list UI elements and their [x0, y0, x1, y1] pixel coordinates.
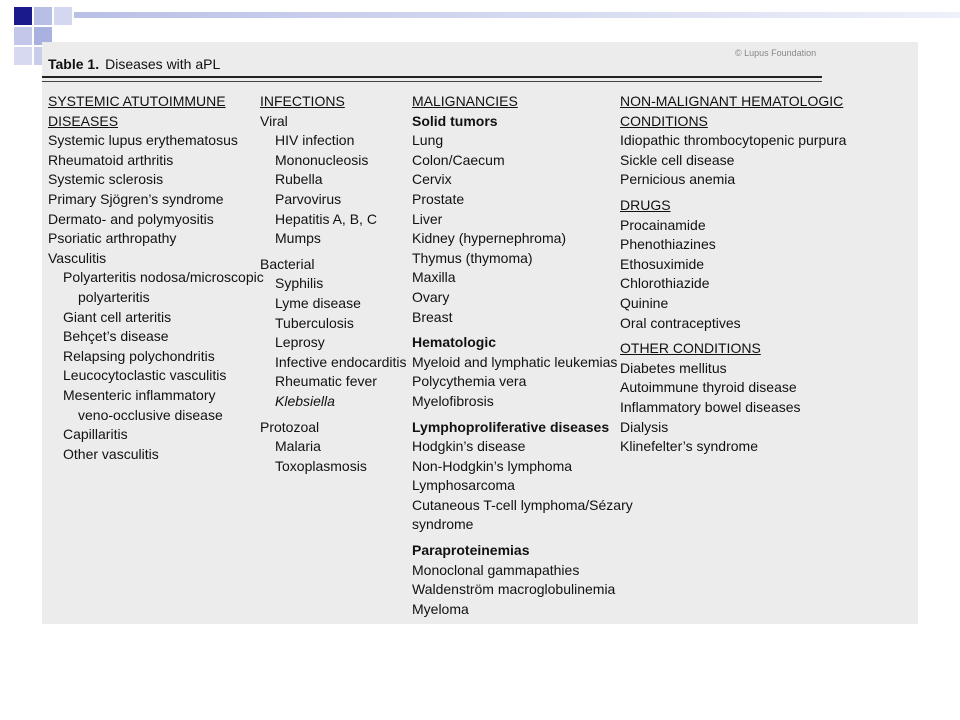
- disease-item: polyarteritis: [78, 288, 150, 305]
- disease-item: Ethosuximide: [620, 255, 705, 272]
- disease-item: veno-occlusive disease: [78, 406, 223, 423]
- column-other: [620, 92, 846, 457]
- disease-item: Polycythemia vera: [412, 373, 527, 390]
- column-malignancies: [412, 92, 633, 619]
- disease-item: Lymphosarcoma: [412, 477, 515, 494]
- slide-decoration-square: [54, 7, 72, 25]
- disease-item: Systemic lupus erythematosus: [48, 132, 238, 149]
- section-heading: CONDITIONS: [620, 112, 708, 129]
- disease-item: Myeloma: [412, 600, 469, 617]
- disease-item: Waldenström macroglobulinemia: [412, 581, 616, 598]
- disease-item: Idiopathic thrombocytopenic purpura: [620, 132, 847, 149]
- disease-item: Liver: [412, 210, 443, 227]
- disease-item: Protozoal: [260, 418, 320, 435]
- disease-item: Malaria: [275, 438, 321, 455]
- table-title: [48, 56, 220, 72]
- disease-item: Leprosy: [275, 334, 325, 351]
- slide-decoration-square: [14, 47, 32, 65]
- disease-item: Klebsiella: [275, 392, 335, 409]
- disease-item: Hodgkin’s disease: [412, 438, 526, 455]
- scanned-page: [42, 42, 918, 624]
- disease-item: Tuberculosis: [275, 314, 354, 331]
- disease-item: Pernicious anemia: [620, 171, 736, 188]
- subsection-heading: Hematologic: [412, 334, 497, 351]
- disease-item: Rubella: [275, 171, 323, 188]
- disease-item: Thymus (thymoma): [412, 249, 533, 266]
- disease-item: Leucocytoclastic vasculitis: [63, 367, 227, 384]
- disease-item: Infective endocarditis: [275, 353, 407, 370]
- disease-item: Cutaneous T-cell lymphoma/Sézary: [412, 496, 633, 513]
- disease-item: Autoimmune thyroid disease: [620, 379, 797, 396]
- disease-item: Relapsing polychondritis: [63, 347, 215, 364]
- disease-item: HIV infection: [275, 132, 355, 149]
- section-heading: DISEASES: [48, 112, 119, 129]
- disease-item: Prostate: [412, 190, 465, 207]
- slide-header-rule: [74, 12, 960, 18]
- disease-item: Dialysis: [620, 418, 669, 435]
- disease-item: Parvovirus: [275, 190, 342, 207]
- column-infections: [260, 92, 407, 476]
- slide-decoration-square: [14, 7, 32, 25]
- disease-item: Non-Hodgkin’s lymphoma: [412, 457, 573, 474]
- disease-item: Toxoplasmosis: [275, 457, 367, 474]
- page-header-note: © Lupus Foundation: [735, 48, 817, 58]
- disease-item: Syphilis: [275, 275, 324, 292]
- disease-item: Rheumatoid arthritis: [48, 151, 174, 168]
- subsection-heading: Paraproteinemias: [412, 542, 530, 559]
- table-label: Table 1.: [48, 56, 100, 72]
- disease-item: Cervix: [412, 171, 452, 188]
- column-autoimmune: [48, 92, 264, 464]
- disease-item: Oral contraceptives: [620, 314, 741, 331]
- slide-decoration-square: [14, 27, 32, 45]
- disease-item: Capillaritis: [63, 426, 128, 443]
- disease-item: Psoriatic arthropathy: [48, 230, 177, 247]
- disease-item: Sickle cell disease: [620, 151, 735, 168]
- disease-item: Myeloid and lymphatic leukemias: [412, 353, 618, 370]
- disease-item: Myelofibrosis: [412, 392, 494, 409]
- disease-item: Mumps: [275, 230, 321, 247]
- section-heading: INFECTIONS: [260, 93, 345, 109]
- disease-item: Klinefelter’s syndrome: [620, 438, 758, 455]
- disease-item: Viral: [260, 112, 288, 129]
- section-heading: NON-MALIGNANT HEMATOLOGIC: [620, 93, 844, 109]
- subsection-heading: Lymphoproliferative diseases: [412, 418, 610, 435]
- disease-item: Diabetes mellitus: [620, 359, 727, 376]
- disease-item: Polyarteritis nodosa/microscopic: [63, 269, 264, 286]
- table-rule-bottom: [42, 81, 822, 82]
- disease-item: Behçet’s disease: [63, 328, 169, 345]
- disease-item: Other vasculitis: [63, 445, 159, 462]
- disease-item: Maxilla: [412, 269, 456, 286]
- disease-item: Systemic sclerosis: [48, 171, 164, 188]
- disease-item: Phenothiazines: [620, 236, 716, 253]
- disease-item: Primary Sjögren’s syndrome: [48, 190, 224, 207]
- disease-item: Inflammatory bowel diseases: [620, 398, 801, 415]
- disease-item: Vasculitis: [48, 249, 107, 266]
- disease-item: syndrome: [412, 516, 474, 533]
- disease-item: Lyme disease: [275, 294, 361, 311]
- disease-item: Giant cell arteritis: [63, 308, 172, 325]
- disease-item: Kidney (hypernephroma): [412, 230, 567, 247]
- disease-item: Hepatitis A, B, C: [275, 210, 377, 227]
- disease-item: Rheumatic fever: [275, 373, 377, 390]
- disease-item: Bacterial: [260, 255, 315, 272]
- table-rule-top: [42, 76, 822, 78]
- disease-item: Mesenteric inflammatory: [63, 386, 216, 403]
- section-heading: OTHER CONDITIONS: [620, 340, 761, 357]
- section-heading: MALIGNANCIES: [412, 93, 518, 109]
- disease-item: Quinine: [620, 294, 669, 311]
- disease-item: Colon/Caecum: [412, 151, 505, 168]
- disease-item: Procainamide: [620, 216, 706, 233]
- disease-item: Dermato- and polymyositis: [48, 210, 214, 227]
- disease-item: Lung: [412, 132, 444, 149]
- disease-item: Ovary: [412, 288, 450, 305]
- disease-item: Mononucleosis: [275, 151, 369, 168]
- subsection-heading: Solid tumors: [412, 112, 498, 129]
- table-caption: Diseases with aPL: [105, 56, 221, 72]
- disease-item: Monoclonal gammapathies: [412, 561, 580, 578]
- section-heading: SYSTEMIC ATUTOIMMUNE: [48, 93, 226, 109]
- slide-decoration-square: [34, 7, 52, 25]
- disease-item: Breast: [412, 308, 453, 325]
- section-heading: DRUGS: [620, 196, 671, 213]
- disease-item: Chlorothiazide: [620, 275, 710, 292]
